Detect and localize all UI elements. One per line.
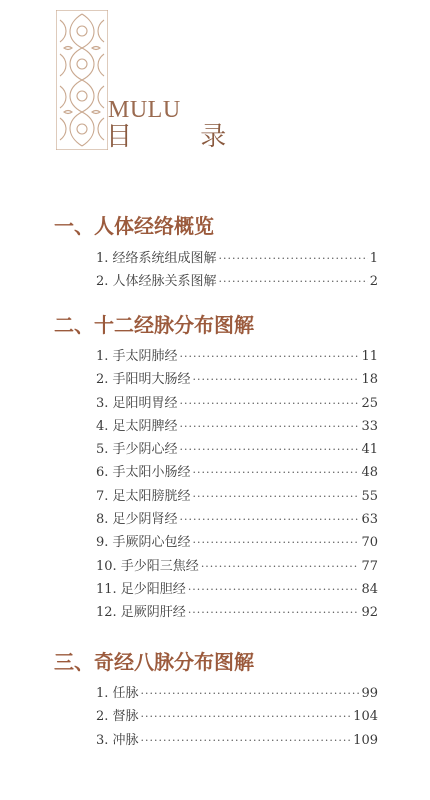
toc-item-label: 10. 手少阳三焦经 xyxy=(96,558,199,574)
toc-item-page: 2 xyxy=(369,274,378,290)
leader-dots xyxy=(141,710,352,723)
toc-item-page: 63 xyxy=(361,512,378,528)
toc-item-label: 7. 足太阳膀胱经 xyxy=(96,488,191,504)
toc-item-label: 12. 足厥阴肝经 xyxy=(96,605,186,621)
toc-item-label: 11. 足少阳胆经 xyxy=(96,581,186,597)
leader-dots xyxy=(180,420,360,433)
leader-dots xyxy=(180,513,360,526)
toc-item[interactable] xyxy=(96,729,378,752)
leader-dots xyxy=(193,466,360,479)
toc-item[interactable] xyxy=(96,345,378,368)
toc-item-page: 25 xyxy=(361,395,378,411)
toc-item-label: 5. 手少阴心经 xyxy=(96,442,178,458)
toc-list-2 xyxy=(96,345,378,625)
toc-item-label: 8. 足少阴肾经 xyxy=(96,512,178,528)
toc-item-label: 9. 手厥阴心包经 xyxy=(96,535,191,551)
toc-item[interactable] xyxy=(96,555,378,578)
toc-item[interactable] xyxy=(96,682,378,705)
leader-dots xyxy=(219,252,368,265)
leader-dots xyxy=(141,687,360,700)
toc-item-label: 2. 人体经脉关系图解 xyxy=(96,274,217,290)
toc-item[interactable] xyxy=(96,531,378,554)
toc-item[interactable] xyxy=(96,601,378,624)
toc-item-page: 70 xyxy=(361,535,378,551)
page-title: 目 录 xyxy=(106,122,257,152)
toc-item[interactable] xyxy=(96,705,378,728)
leader-dots xyxy=(219,275,368,288)
toc-item[interactable] xyxy=(96,438,378,461)
leader-dots xyxy=(193,373,360,386)
leader-dots xyxy=(180,443,360,456)
toc-item-label: 1. 经络系统组成图解 xyxy=(96,251,217,266)
toc-item-page: 109 xyxy=(353,732,378,748)
toc-item[interactable] xyxy=(96,508,378,531)
toc-item-label: 3. 足阳明胃经 xyxy=(96,395,178,411)
leader-dots xyxy=(188,583,360,596)
toc-item[interactable] xyxy=(96,461,378,484)
leader-dots xyxy=(180,397,360,410)
toc-item-page: 11 xyxy=(361,349,378,364)
toc-item-page: 33 xyxy=(361,418,378,434)
leader-dots xyxy=(141,734,352,747)
toc-item-page: 92 xyxy=(361,605,378,621)
toc-item[interactable] xyxy=(96,392,378,415)
leader-dots xyxy=(201,560,360,573)
toc-item-page: 84 xyxy=(361,581,378,597)
toc-item[interactable] xyxy=(96,270,378,293)
toc-item-label: 2. 手阳明大肠经 xyxy=(96,372,191,388)
leader-dots xyxy=(180,350,360,363)
leader-dots xyxy=(193,536,360,549)
toc-item-label: 3. 冲脉 xyxy=(96,732,139,748)
header-mulu: MULU xyxy=(108,97,181,123)
toc-item[interactable] xyxy=(96,578,378,601)
decorative-ornament-icon xyxy=(56,10,108,150)
toc-list-1 xyxy=(96,247,378,294)
toc-item-label: 4. 足太阴脾经 xyxy=(96,418,178,434)
toc-list-3 xyxy=(96,682,378,752)
section-title-3: 三、奇经八脉分布图解 xyxy=(54,650,254,674)
leader-dots xyxy=(188,606,360,619)
section-title-1: 一、人体经络概览 xyxy=(54,214,214,238)
toc-item-page: 41 xyxy=(361,442,378,458)
toc-item-page: 104 xyxy=(353,709,378,725)
toc-item[interactable] xyxy=(96,415,378,438)
toc-item-label: 6. 手太阳小肠经 xyxy=(96,465,191,481)
toc-item-label: 1. 任脉 xyxy=(96,686,139,701)
section-title-2: 二、十二经脉分布图解 xyxy=(54,313,254,337)
leader-dots xyxy=(193,490,360,503)
toc-item-page: 77 xyxy=(361,558,378,574)
toc-item-page: 18 xyxy=(361,372,378,388)
toc-item-page: 1 xyxy=(369,251,378,266)
toc-item-label: 1. 手太阴肺经 xyxy=(96,349,178,364)
toc-item-page: 55 xyxy=(361,488,378,504)
toc-item-label: 2. 督脉 xyxy=(96,709,139,725)
toc-item[interactable] xyxy=(96,485,378,508)
toc-item[interactable] xyxy=(96,247,378,270)
toc-item-page: 48 xyxy=(361,465,378,481)
toc-item[interactable] xyxy=(96,368,378,391)
toc-item-page: 99 xyxy=(361,686,378,701)
